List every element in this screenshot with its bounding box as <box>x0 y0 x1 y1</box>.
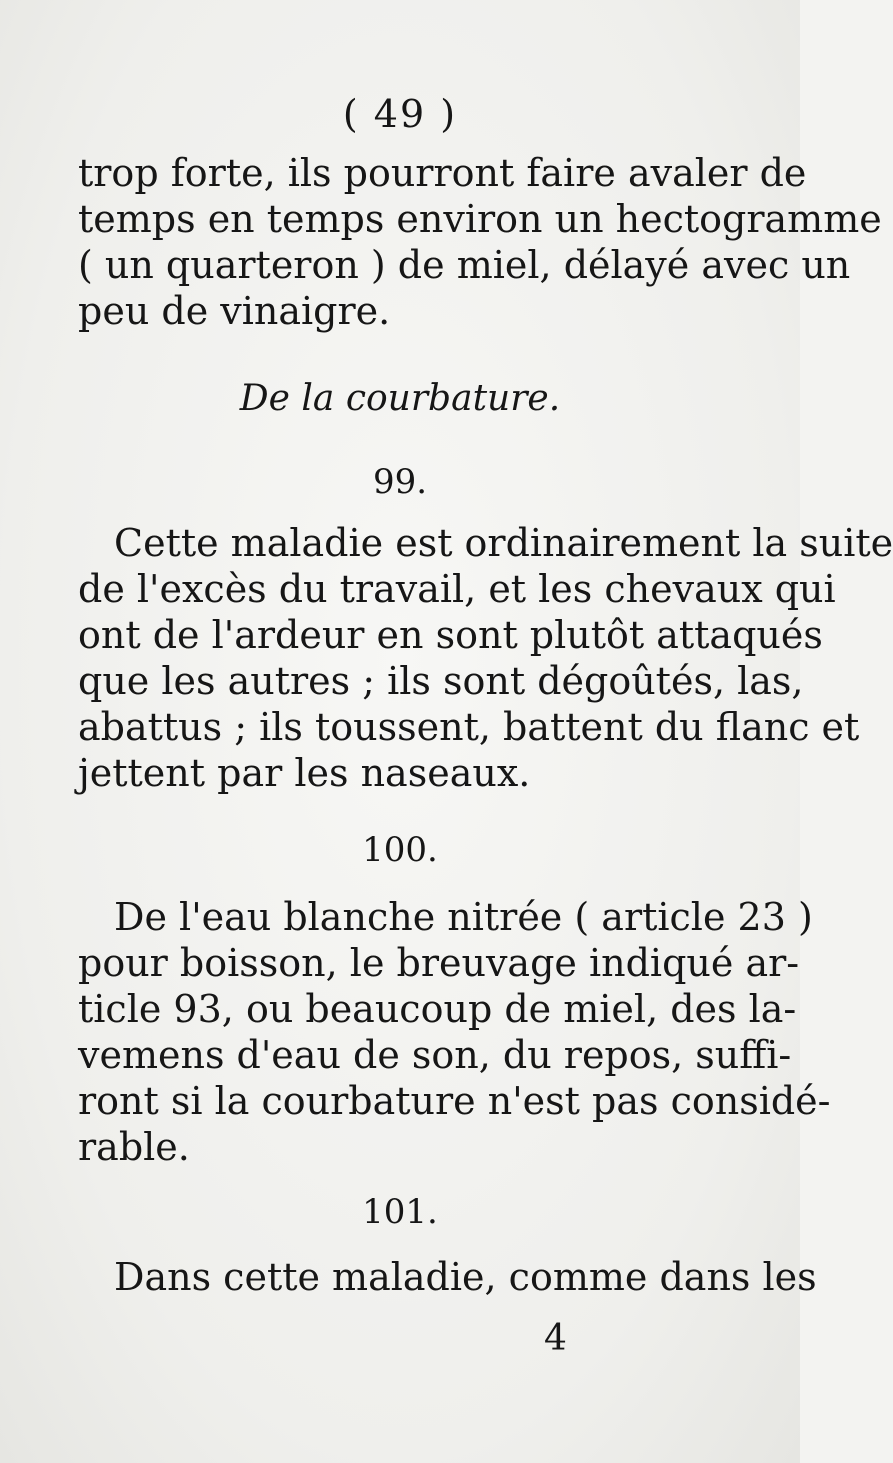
paragraph-continued <box>78 150 882 334</box>
article-99-text <box>78 520 893 796</box>
page-number: ( 49 ) <box>342 92 458 136</box>
article-100-text <box>78 894 831 1170</box>
text-line: ( un quarteron ) de miel, délayé avec un <box>78 243 851 287</box>
text-line: De l'eau blanche nitrée ( article 23 ) <box>114 895 813 939</box>
text-line: vemens d'eau de son, du repos, suffi- <box>78 1033 792 1077</box>
section-heading: De la courbature. <box>239 378 561 419</box>
text-line: Cette maladie est ordinairement la suite <box>114 521 893 565</box>
text-line: de l'excès du travail, et les chevaux qui <box>78 567 836 611</box>
text-line: ticle 93, ou beaucoup de miel, des la- <box>78 987 797 1031</box>
text-line: Dans cette maladie, comme dans les <box>114 1255 817 1299</box>
text-line: ront si la courbature n'est pas considé- <box>78 1079 831 1123</box>
text-line: pour boisson, le breuvage indiqué ar- <box>78 941 800 985</box>
text-line: peu de vinaigre. <box>78 289 391 333</box>
signature-mark: 4 <box>544 1318 567 1359</box>
text-line: que les autres ; ils sont dégoûtés, las, <box>78 659 804 703</box>
article-number-100: 100. <box>362 830 438 870</box>
article-number-101: 101. <box>362 1192 438 1232</box>
text-line: jettent par les naseaux. <box>78 751 531 795</box>
text-line: abattus ; ils toussent, battent du flanc et <box>78 705 860 749</box>
text-line: rable. <box>78 1125 190 1169</box>
text-line: ont de l'ardeur en sont plutôt attaqués <box>78 613 823 657</box>
article-101-text <box>78 1254 817 1300</box>
text-line: temps en temps environ un hectogramme <box>78 197 882 241</box>
article-number-99: 99. <box>372 462 428 502</box>
text-line: trop forte, ils pourront faire avaler de <box>78 151 807 195</box>
